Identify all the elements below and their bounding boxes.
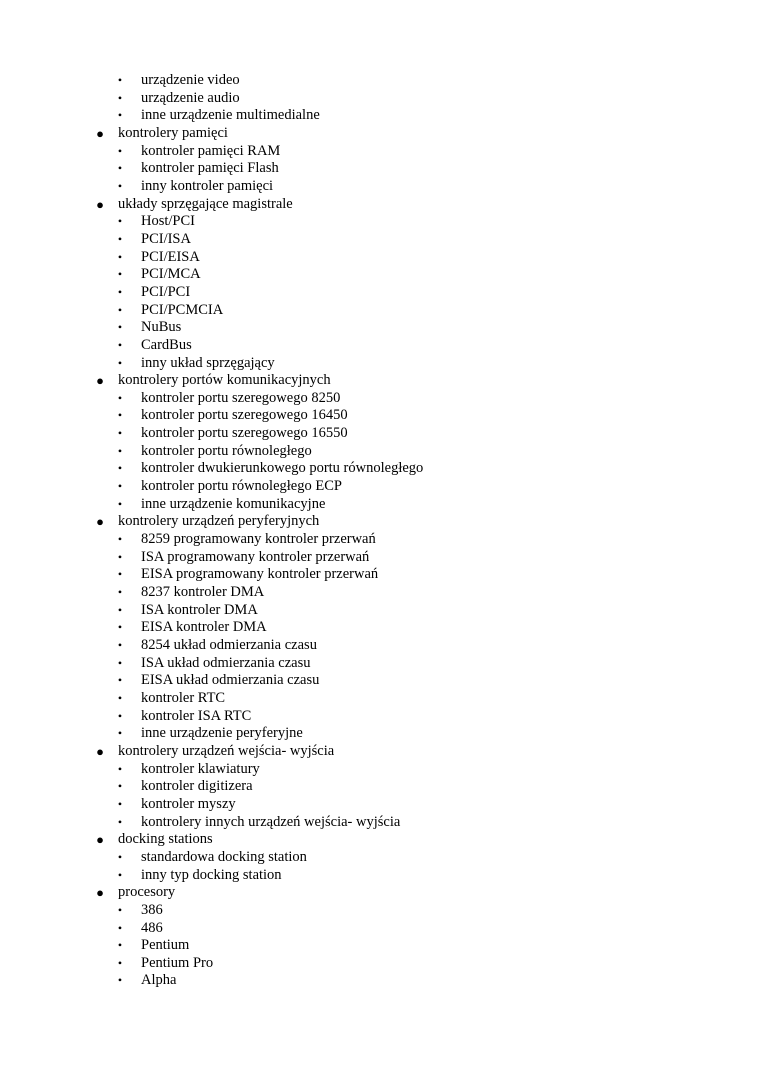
list-item-text: inny typ docking station (141, 866, 282, 883)
list-item-text: 8237 kontroler DMA (141, 584, 265, 601)
list-item (0, 231, 760, 249)
bullet-dot-icon: ● (96, 514, 104, 530)
list-item (0, 319, 760, 337)
list-item (0, 937, 760, 955)
list-item (0, 107, 760, 125)
list-item-text: kontroler digitizera (141, 778, 253, 795)
bullet-small-dot-icon: • (117, 496, 123, 511)
list-item (0, 213, 760, 231)
list-item (0, 814, 760, 832)
list-item-text: PCI/EISA (141, 248, 200, 265)
bullet-small-dot-icon: • (117, 955, 123, 970)
list-item-category (0, 196, 760, 214)
list-item (0, 478, 760, 496)
bullet-small-dot-icon: • (117, 814, 123, 829)
list-item-text: EISA układ odmierzania czasu (141, 672, 320, 689)
bullet-dot-icon: ● (96, 743, 104, 759)
list-item-text: kontroler portu równoległego (141, 442, 312, 459)
list-item-category (0, 743, 760, 761)
list-item-text: standardowa docking station (141, 848, 307, 865)
list-item-text: Alpha (141, 972, 177, 989)
bullet-small-dot-icon: • (117, 779, 123, 794)
list-item-text: NuBus (141, 319, 182, 336)
bullet-small-dot-icon: • (117, 178, 123, 193)
list-item (0, 496, 760, 514)
bullet-small-dot-icon: • (117, 143, 123, 158)
document-page (0, 72, 760, 990)
bullet-small-dot-icon: • (117, 355, 123, 370)
bullet-small-dot-icon: • (117, 337, 123, 352)
list-item (0, 160, 760, 178)
list-item (0, 920, 760, 938)
bullet-dot-icon: ● (96, 125, 104, 141)
bullet-dot-icon: ● (96, 885, 104, 901)
list-item (0, 355, 760, 373)
bullet-small-dot-icon: • (117, 938, 123, 953)
list-item-text: kontrolery portów komunikacyjnych (118, 372, 331, 389)
list-item-text: układy sprzęgające magistrale (118, 195, 293, 212)
list-item-text: PCI/MCA (141, 266, 201, 283)
list-item-text: PCI/PCI (141, 283, 191, 300)
list-item (0, 972, 760, 990)
list-item-text: 386 (141, 901, 163, 918)
list-item-category (0, 513, 760, 531)
bullet-small-dot-icon: • (117, 320, 123, 335)
list-item-text: kontrolery innych urządzeń wejścia- wyjścia (141, 813, 401, 830)
list-item-text: procesory (118, 884, 176, 901)
bullet-small-dot-icon: • (117, 479, 123, 494)
bullet-small-dot-icon: • (117, 249, 123, 264)
list-item (0, 849, 760, 867)
bullet-small-dot-icon: • (117, 796, 123, 811)
bullet-small-dot-icon: • (117, 302, 123, 317)
list-item (0, 549, 760, 567)
bullet-small-dot-icon: • (117, 726, 123, 741)
list-item-text: kontroler portu równoległego ECP (141, 478, 342, 495)
list-item (0, 867, 760, 885)
bullet-small-dot-icon: • (117, 567, 123, 582)
bullet-small-dot-icon: • (117, 867, 123, 882)
list-item-text: PCI/PCMCIA (141, 301, 224, 318)
list-item-text: PCI/ISA (141, 230, 191, 247)
list-item (0, 778, 760, 796)
list-item-text: 486 (141, 919, 163, 936)
bullet-small-dot-icon: • (117, 231, 123, 246)
list-item (0, 460, 760, 478)
list-item (0, 284, 760, 302)
list-item (0, 602, 760, 620)
list-item-text: kontroler myszy (141, 795, 236, 812)
list-item-text: kontroler portu szeregowego 16450 (141, 407, 348, 424)
list-item-text: kontroler pamięci RAM (141, 142, 281, 159)
list-item (0, 566, 760, 584)
list-item-text: 8254 układ odmierzania czasu (141, 637, 317, 653)
list-item-text: ISA układ odmierzania czasu (141, 654, 311, 671)
list-item-text: kontroler RTC (141, 689, 226, 706)
bullet-small-dot-icon: • (117, 761, 123, 776)
bullet-small-dot-icon: • (117, 973, 123, 988)
list-item (0, 902, 760, 920)
bullet-small-dot-icon: • (117, 708, 123, 723)
bullet-small-dot-icon: • (117, 602, 123, 617)
list-item (0, 619, 760, 637)
list-item (0, 443, 760, 461)
list-item-text: kontroler dwukierunkowego portu równoległego (141, 460, 424, 477)
list-item-text: kontrolery urządzeń peryferyjnych (118, 513, 320, 530)
bullet-small-dot-icon: • (117, 920, 123, 935)
list-item-text: inny układ sprzęgający (141, 354, 275, 371)
bullet-dot-icon: ● (96, 196, 104, 212)
bullet-small-dot-icon: • (117, 90, 123, 105)
list-item (0, 425, 760, 443)
list-item-text: EISA kontroler DMA (141, 619, 267, 636)
bulleted-list (0, 72, 760, 990)
bullet-small-dot-icon: • (117, 267, 123, 282)
bullet-small-dot-icon: • (117, 549, 123, 564)
list-item-text: kontroler portu szeregowego 8250 (141, 389, 341, 406)
list-item-category (0, 372, 760, 390)
list-item (0, 266, 760, 284)
bullet-small-dot-icon: • (117, 638, 123, 652)
list-item (0, 637, 760, 655)
bullet-small-dot-icon: • (117, 902, 123, 917)
bullet-small-dot-icon: • (117, 161, 123, 176)
list-item-text: inne urządzenie komunikacyjne (141, 495, 326, 512)
list-item-text: inne urządzenie multimedialne (141, 107, 320, 124)
list-item (0, 761, 760, 779)
bullet-small-dot-icon: • (117, 849, 123, 864)
list-item (0, 390, 760, 408)
bullet-small-dot-icon: • (117, 73, 123, 87)
list-item (0, 672, 760, 690)
list-item-category (0, 831, 760, 849)
bullet-dot-icon: ● (96, 373, 104, 389)
list-item (0, 337, 760, 355)
list-item-text: inny kontroler pamięci (141, 177, 274, 194)
bullet-small-dot-icon: • (117, 532, 123, 547)
list-item-text: Pentium Pro (141, 954, 214, 971)
list-item (0, 72, 760, 90)
list-item (0, 143, 760, 161)
list-item-text: inne urządzenie peryferyjne (141, 725, 303, 742)
list-item-text: kontrolery urządzeń wejścia- wyjścia (118, 742, 335, 759)
list-item (0, 690, 760, 708)
list-item (0, 708, 760, 726)
list-item-category (0, 884, 760, 902)
bullet-small-dot-icon: • (117, 443, 123, 458)
bullet-small-dot-icon: • (117, 620, 123, 635)
list-item (0, 302, 760, 320)
bullet-small-dot-icon: • (117, 690, 123, 705)
list-item-text: ISA kontroler DMA (141, 601, 258, 618)
list-item (0, 955, 760, 973)
list-item-text: kontrolery pamięci (118, 124, 228, 141)
list-item-text: 8259 programowany kontroler przerwań (141, 531, 376, 548)
list-item-text: docking stations (118, 831, 213, 848)
list-item-text: urządzenie audio (141, 89, 240, 106)
list-item (0, 90, 760, 108)
list-item-text: kontroler klawiatury (141, 760, 260, 777)
bullet-small-dot-icon: • (117, 655, 123, 670)
bullet-small-dot-icon: • (117, 108, 123, 123)
list-item (0, 178, 760, 196)
bullet-small-dot-icon: • (117, 390, 123, 405)
bullet-small-dot-icon: • (117, 214, 123, 229)
list-item-text: EISA programowany kontroler przerwań (141, 566, 379, 583)
list-item-text: urządzenie video (141, 72, 240, 88)
bullet-small-dot-icon: • (117, 426, 123, 441)
list-item (0, 407, 760, 425)
list-item (0, 584, 760, 602)
bullet-dot-icon: ● (96, 832, 104, 848)
list-item (0, 796, 760, 814)
list-item-text: ISA programowany kontroler przerwań (141, 548, 370, 565)
list-item-text: Pentium (141, 937, 190, 954)
list-item-text: kontroler ISA RTC (141, 707, 252, 724)
list-item (0, 725, 760, 743)
list-item-text: kontroler portu szeregowego 16550 (141, 425, 348, 442)
bullet-small-dot-icon: • (117, 585, 123, 600)
list-item (0, 249, 760, 267)
bullet-small-dot-icon: • (117, 673, 123, 688)
list-item (0, 531, 760, 549)
bullet-small-dot-icon: • (117, 284, 123, 299)
bullet-small-dot-icon: • (117, 461, 123, 476)
bullet-small-dot-icon: • (117, 408, 123, 423)
list-item-text: Host/PCI (141, 213, 195, 230)
list-item-text: kontroler pamięci Flash (141, 160, 279, 177)
list-item (0, 655, 760, 673)
list-item-category (0, 125, 760, 143)
list-item-text: CardBus (141, 336, 192, 353)
